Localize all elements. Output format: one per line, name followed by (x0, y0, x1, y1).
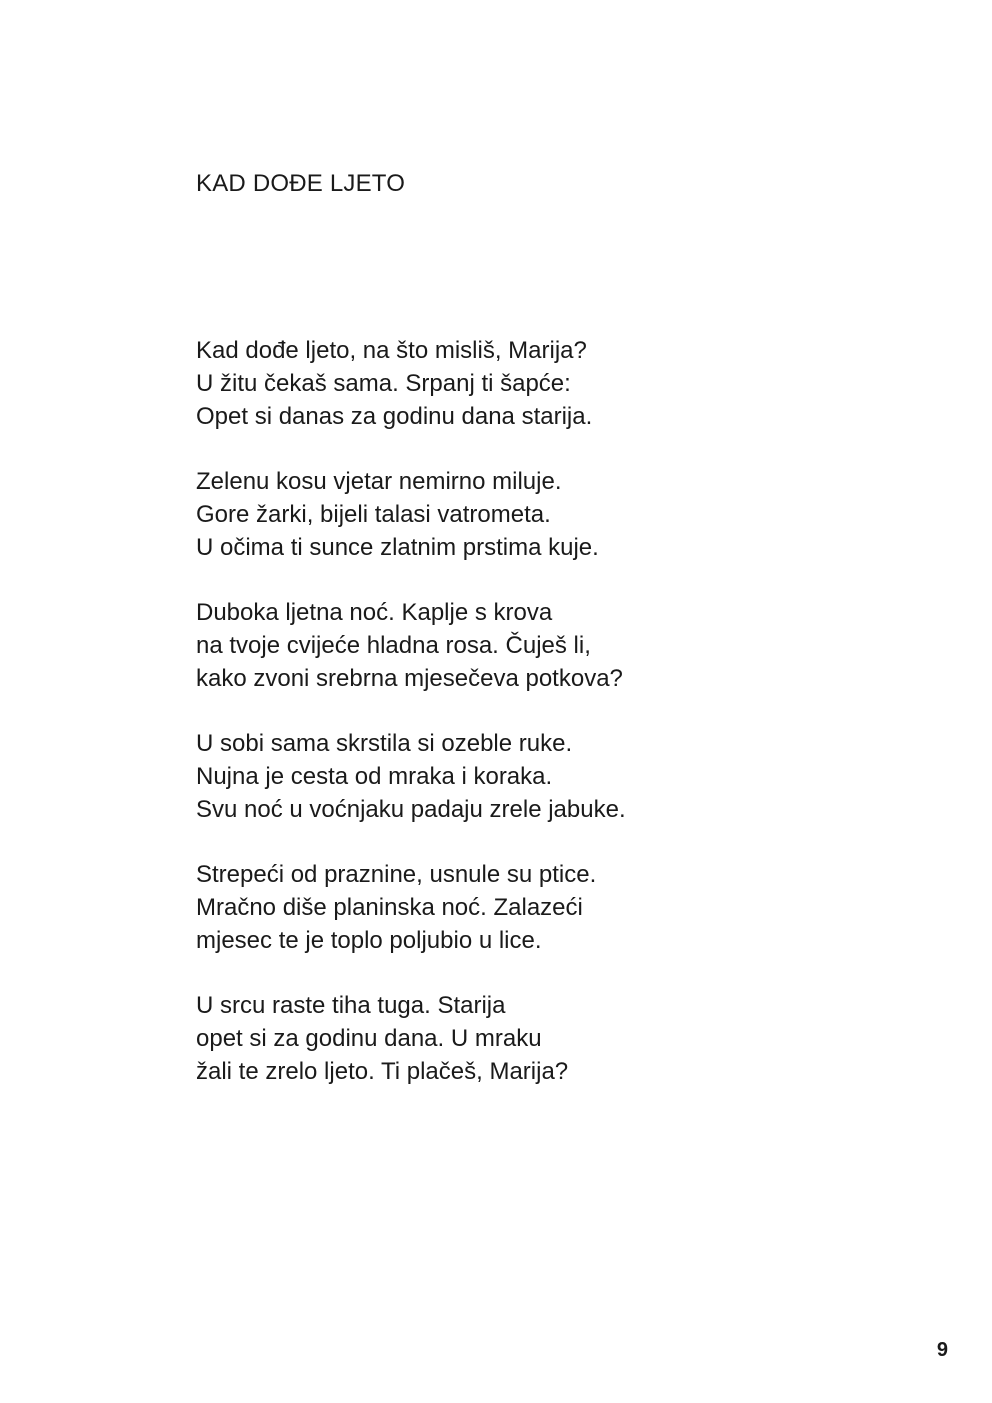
poem-line: Nujna je cesta od mraka i koraka. (196, 763, 553, 790)
poem-line: Duboka ljetna noć. Kaplje s krova (196, 599, 553, 626)
poem-line: U srcu raste tiha tuga. Starija (196, 992, 506, 1019)
poem-line: mjesec te je toplo poljubio u lice. (196, 927, 542, 954)
poem-line: Gore žarki, bijeli talasi vatrometa. (196, 501, 551, 528)
stanza-3 (196, 596, 836, 695)
stanza-5 (196, 858, 836, 957)
stanza-1 (196, 334, 836, 433)
poem-line: opet si za godinu dana. U mraku (196, 1025, 542, 1052)
page-number: 9 (936, 1339, 948, 1361)
poem-line: na tvoje cvijeće hladna rosa. Čuješ li, (196, 632, 591, 659)
poem-line: Mračno diše planinska noć. Zalazeći (196, 894, 583, 921)
poem-line: Strepeći od praznine, usnule su ptice. (196, 861, 597, 888)
poem-line: U sobi sama skrstila si ozeble ruke. (196, 730, 573, 757)
stanza-6 (196, 989, 836, 1088)
poem-line: žali te zrelo ljeto. Ti plačeš, Marija? (196, 1058, 569, 1085)
poem-line: U žitu čekaš sama. Srpanj ti šapće: (196, 370, 571, 397)
poem-line: Opet si danas za godinu dana starija. (196, 403, 593, 430)
poem-line: U očima ti sunce zlatnim prstima kuje. (196, 534, 599, 561)
poem-line: kako zvoni srebrna mjesečeva potkova? (196, 665, 623, 692)
stanza-4 (196, 727, 836, 826)
stanza-2 (196, 465, 836, 564)
poem-body (196, 334, 836, 1120)
poem-title: KAD DOĐE LJETO (196, 170, 406, 197)
poem-line: Svu noć u voćnjaku padaju zrele jabuke. (196, 796, 626, 823)
poem-line: Kad dođe ljeto, na što misliš, Marija? (196, 337, 587, 364)
poem-line: Zelenu kosu vjetar nemirno miluje. (196, 468, 562, 495)
